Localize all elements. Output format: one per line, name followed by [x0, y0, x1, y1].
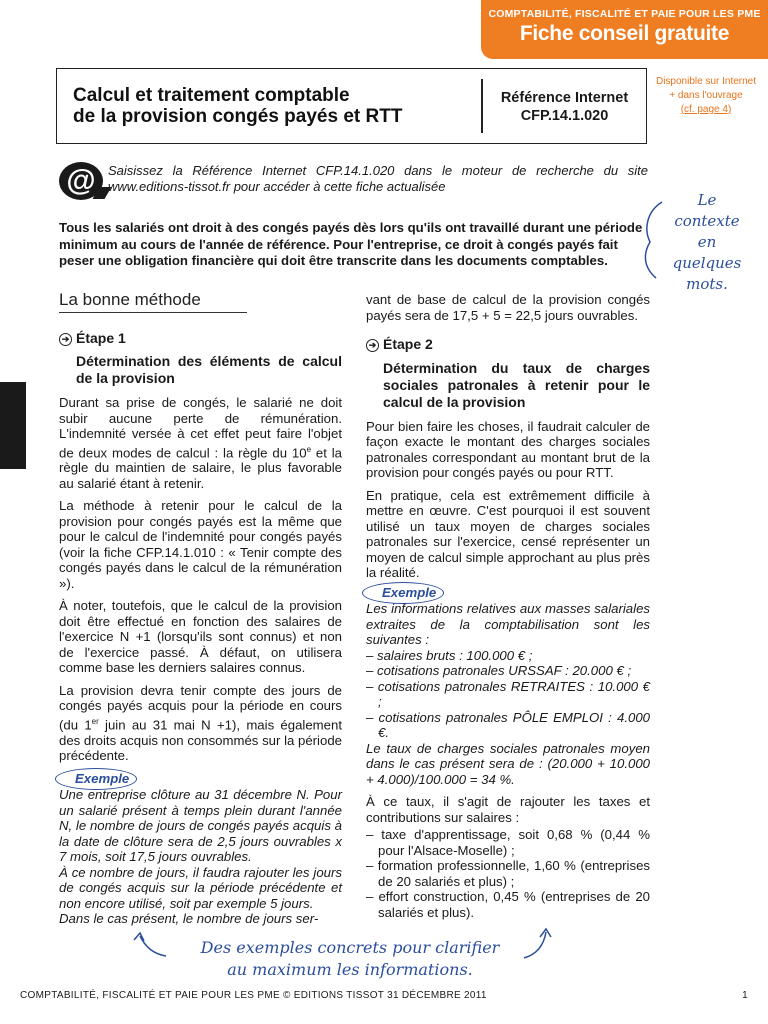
example-text: Les informations relatives aux masses salariales extraites de la comptabilisation sont les suivantes :: [366, 601, 650, 647]
annotation-word: mots.: [686, 275, 728, 293]
example-label: Exemple: [59, 771, 135, 787]
page-title: [73, 85, 402, 127]
example-list: [366, 648, 650, 741]
title-line-1: Calcul et traitement comptable: [73, 85, 350, 106]
at-sign-icon: @: [59, 162, 103, 200]
paragraph: À noter, toutefois, que le calcul de la provision doit être effectué en fonction des salaires de l'exercice N +1 (lorsqu'ils sont connus) et non de l'exercice passé. À défaut, on utilisera comme base les derniers salaires connus.: [59, 598, 342, 676]
intro-paragraph: Tous les salariés ont droit à des congés payés dès lors qu'ils ont travaillé durant une période minimum au cours de l'année de référence. Pour l'entreprise, ce droit à congés payés fait peser une obligation financière qui doit être transcrite dans les documents comptables.: [59, 220, 643, 268]
example-label: Exemple: [366, 585, 442, 601]
annotation-word: quelques: [672, 254, 742, 272]
section-heading: La bonne méthode: [59, 292, 342, 313]
paragraph: En pratique, cela est extrêmement difficile à mettre en œuvre. C'est pourquoi il est souvent utilisé un taux moyen de charges sociales patronales sur l'exercice, censé représenter un moyen de calcul simple approchant au plus près la réalité.: [366, 487, 650, 580]
annotation-line: Des exemples concrets pour clarifier: [200, 938, 500, 957]
reference-block: [483, 89, 646, 125]
reference-code: CFP.14.1.020: [520, 108, 609, 124]
arrow-right-icon: ➔: [59, 333, 72, 346]
right-column: [366, 292, 650, 920]
title-box: [56, 68, 647, 144]
annotation-arrow-left-icon: [130, 930, 170, 962]
banner-title: Fiche conseil gratuite: [519, 22, 730, 45]
list-item: – cotisations patronales RETRAITES : 10.000 € ;: [366, 678, 650, 709]
example-text: Une entreprise clôture au 31 décembre N. Pour un salarié présent à temps plein durant l'année N, le nombre de jours de congés payés acquis à la date de clôture sera de 2,5 jours ouvrables x 7 mois, soit 17,5 jours ouvrables.: [59, 787, 342, 865]
step-1-title: Détermination des éléments de calcul de la provision: [76, 353, 342, 386]
step-1-heading: [59, 331, 342, 347]
step-2-heading: [366, 337, 650, 353]
page-footer: [20, 990, 748, 1001]
header-banner: [481, 0, 768, 59]
example-text: Dans le cas présent, le nombre de jours ser-: [59, 911, 319, 927]
step-2-label: Étape 2: [383, 336, 433, 352]
step-2-title: Détermination du taux de charges sociales patronales à retenir pour le calcul de la provision: [383, 359, 650, 410]
paragraph: La méthode à retenir pour le calcul de la provision pour congés payés est la même que pour le calcul de l'indemnité pour congés payés (voir la fiche CFP.14.1.010 : « Tenir compte des congés payés dans le calcul de la rémunération »).: [59, 498, 342, 591]
paragraph: À ce taux, il s'agit de rajouter les taxes et contributions sur salaires :: [366, 794, 650, 825]
annotation-arrow-right-icon: [520, 926, 554, 962]
banner-subtitle: COMPTABILITÉ, FISCALITÉ ET PAIE POUR LES PME: [488, 8, 761, 20]
arrow-right-icon: ➔: [366, 339, 379, 352]
availability-note: [652, 75, 760, 117]
search-note: Saisissez la Référence Internet CFP.14.1.020 dans le moteur de recherche du site www.editions-tissot.fr pour accéder à cette fiche actualisée: [108, 163, 648, 194]
annotation-line: au maximum les informations.: [227, 960, 473, 979]
examples-annotation: [160, 937, 540, 981]
page-link[interactable]: (cf. page 4): [680, 104, 732, 115]
annotation-word: Le: [697, 191, 717, 209]
list-item: – salaires bruts : 100.000 € ;: [366, 647, 533, 663]
list-item: – taxe d'apprentissage, soit 0,68 % (0,44 % pour l'Alsace-Moselle) ;: [366, 827, 650, 858]
reference-label: Référence Internet: [500, 90, 629, 106]
availability-line-1: Disponible sur Internet: [655, 76, 757, 87]
example-text: À ce nombre de jours, il faudra rajouter les jours de congés acquis sur la période précédente et non encore utilisé, soit par exemple 5 jours.: [59, 864, 342, 911]
left-column: [59, 292, 342, 927]
list-item: – cotisations patronales PÔLE EMPLOI : 4.000 €.: [366, 709, 650, 740]
paragraph: vant de base de calcul de la provision congés payés sera de 17,5 + 5 = 22,5 jours ouvrables.: [366, 292, 650, 323]
paragraph: La provision devra tenir compte des jours de congés payés acquis pour la période en cours (du 1er juin au 31 mai N +1), mais également des droits acquis non consommés sur la période précédente.: [59, 682, 342, 764]
list-item: – formation professionnelle, 1,60 % (entreprises de 20 salariés et plus) ;: [366, 858, 650, 889]
tax-list: [366, 827, 650, 920]
page-number: 1: [742, 990, 748, 1001]
example-result: Le taux de charges sociales patronales moyen dans le cas présent sera de : (20.000 + 10.000 + 4.000)/100.000 = 34 %.: [366, 740, 650, 787]
step-1-label: Étape 1: [76, 329, 126, 346]
sidebar-tab: [0, 382, 26, 469]
paragraph: Pour bien faire les choses, il faudrait calculer de façon exacte le montant des charges sociales patronales correspondant au montant brut de la provision pour congés payés ou pour RTT.: [366, 418, 650, 480]
list-item: – effort construction, 0,45 % (entreprises de 20 salariés et plus).: [366, 889, 650, 920]
availability-line-2: + dans l'ouvrage: [669, 90, 743, 101]
title-line-2: de la provision congés payés et RTT: [73, 106, 403, 127]
paragraph: Durant sa prise de congés, le salarié ne doit subir aucune perte de rémunération. L'indemnité versée à cet effet peut faire l'objet de deux modes de calcul : la règle du 10e et la règle du maintien de salaire, le plus favorable au salarié étant à retenir.: [59, 395, 342, 491]
annotation-bracket-icon: [636, 200, 666, 280]
annotation-word: contexte: [674, 212, 740, 230]
list-item: – cotisations patronales URSSAF : 20.000 € ;: [366, 663, 632, 678]
footer-text: COMPTABILITÉ, FISCALITÉ ET PAIE POUR LES PME © EDITIONS TISSOT 31 DÉCEMBRE 2011: [20, 990, 487, 1001]
annotation-word: en: [697, 233, 717, 251]
